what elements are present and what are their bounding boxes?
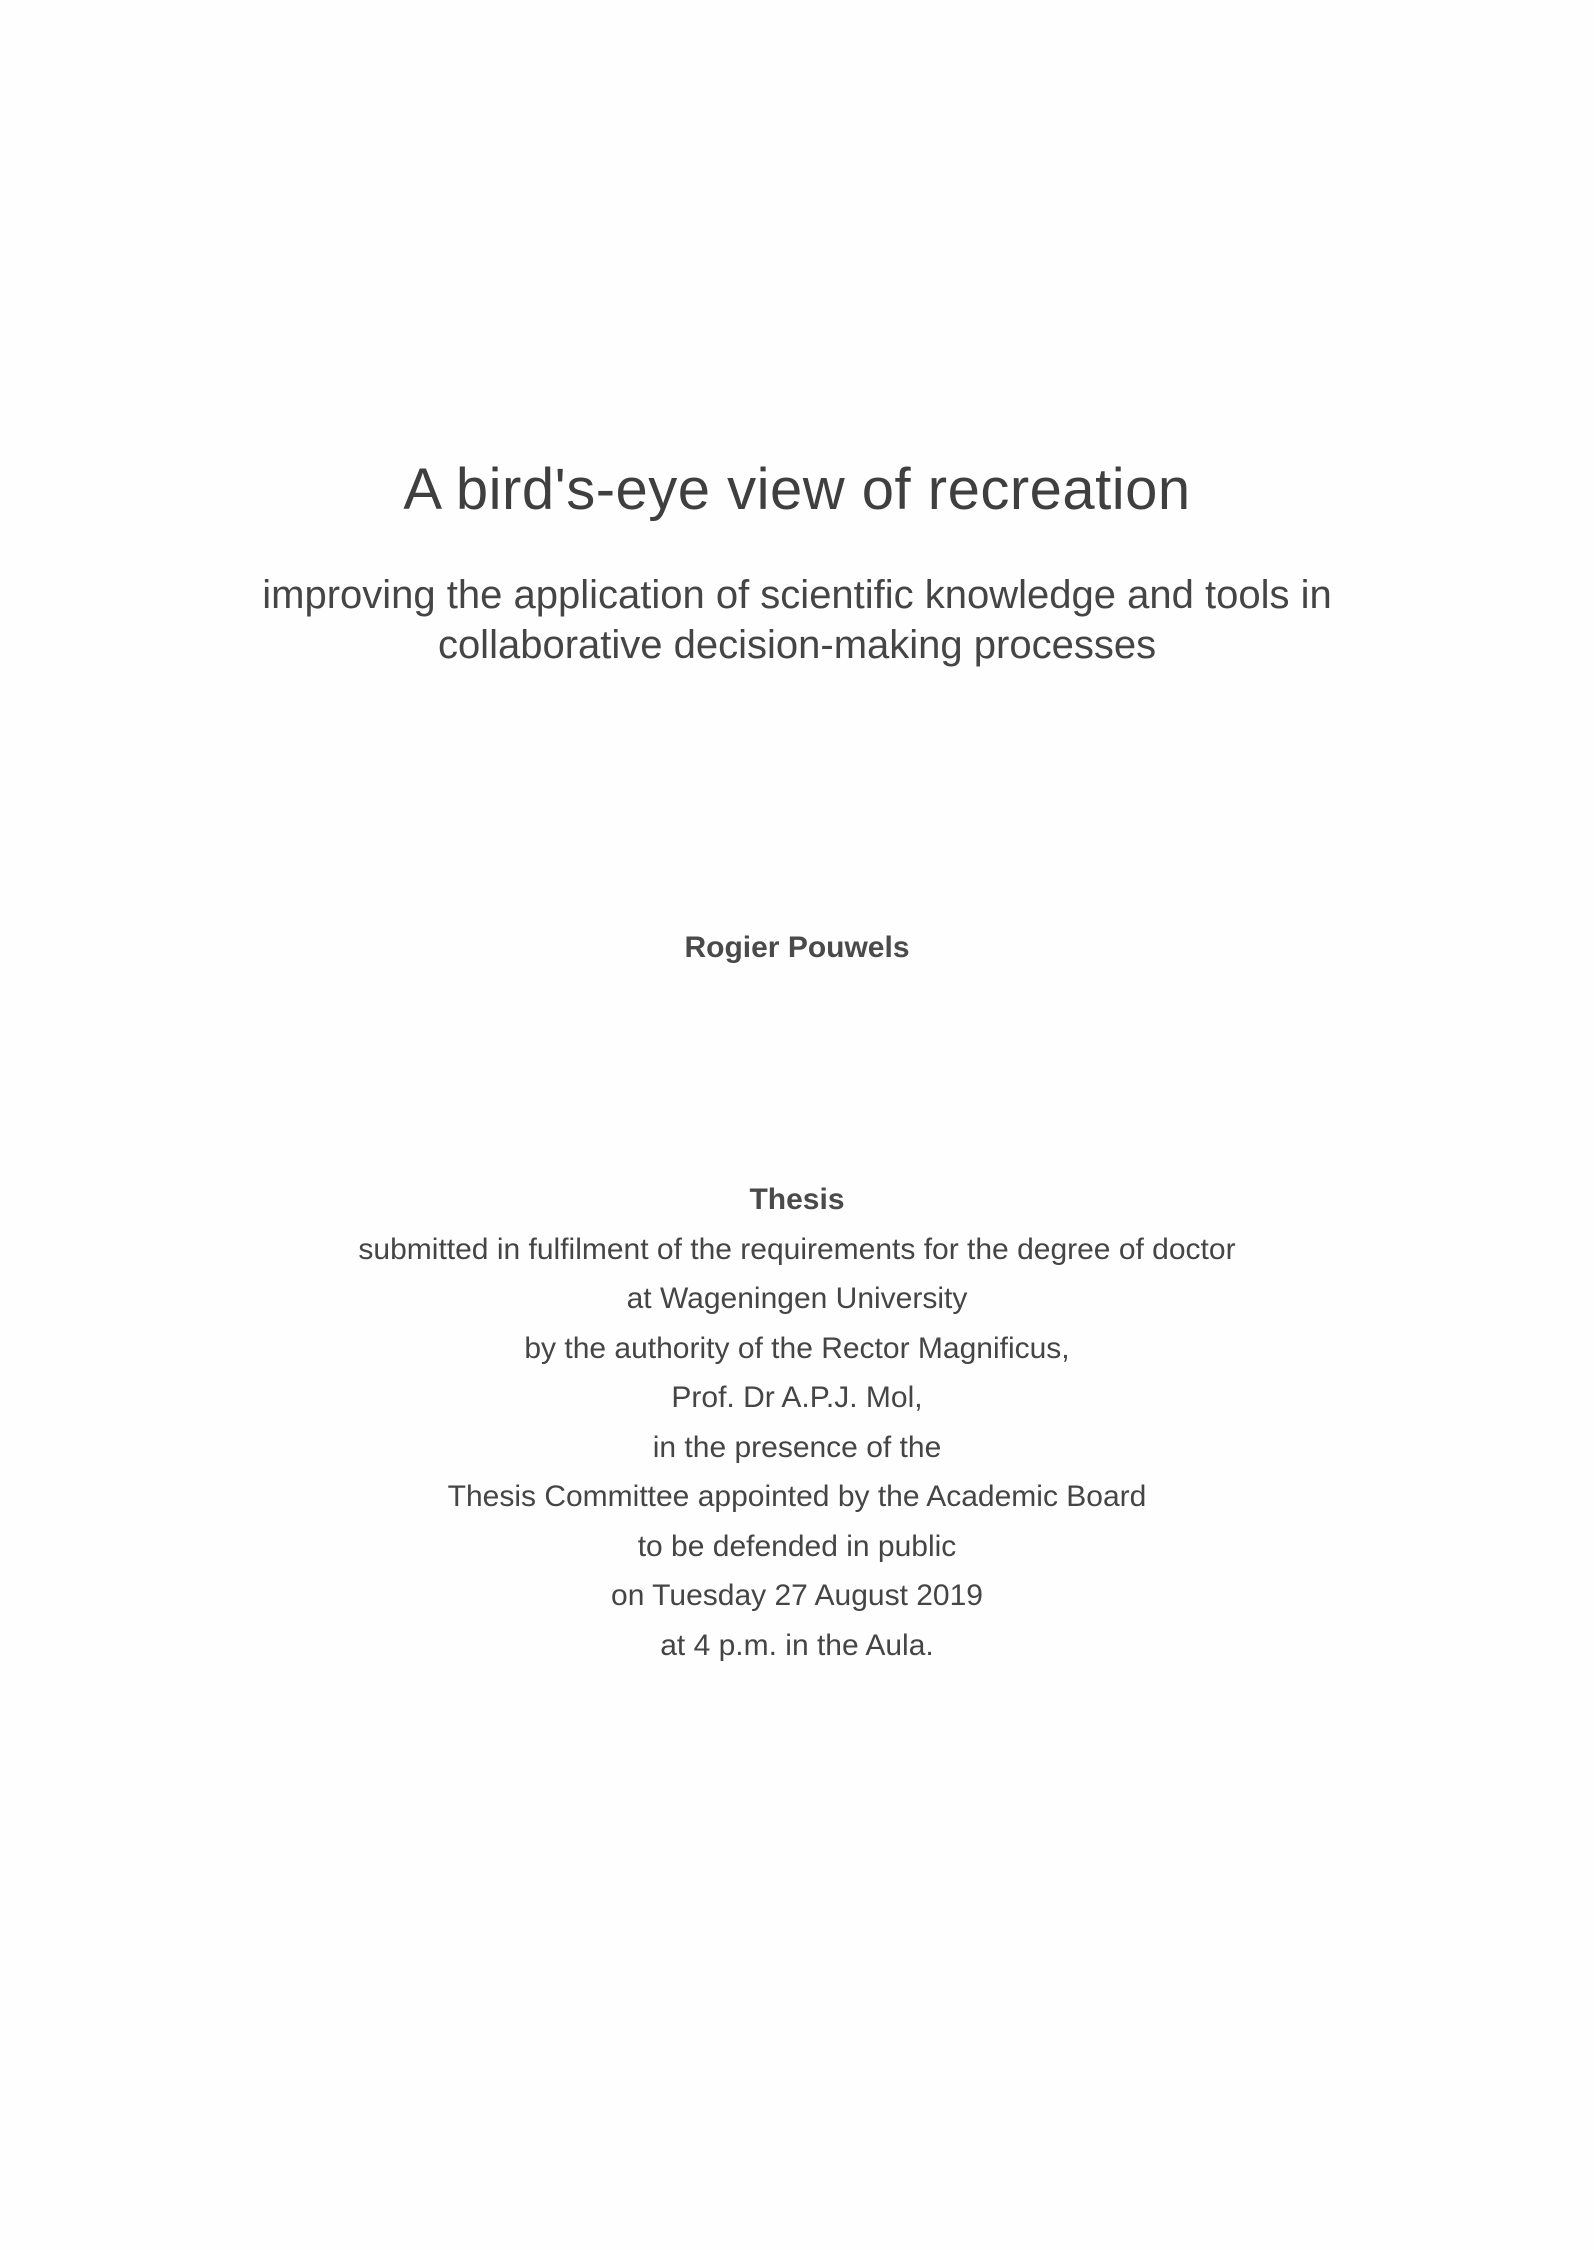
statement-line: Prof. Dr A.P.J. Mol, xyxy=(671,1381,923,1414)
statement-line: at Wageningen University xyxy=(626,1282,968,1315)
statement-line: in the presence of the xyxy=(652,1430,942,1464)
statement-line: by the authority of the Rector Magnificus, xyxy=(524,1331,1070,1365)
statement-line: at 4 p.m. in the Aula. xyxy=(660,1628,934,1662)
statement-line: Thesis Committee appointed by the Academic Board xyxy=(447,1480,1147,1513)
subtitle-line: collaborative decision-making processes xyxy=(437,623,1157,667)
statement-heading: Thesis xyxy=(749,1183,845,1216)
subtitle-line: improving the application of scientific knowledge and tools in xyxy=(262,573,1332,617)
statement-line: to be defended in public xyxy=(637,1529,957,1563)
statement-line: on Tuesday 27 August 2019 xyxy=(611,1579,983,1612)
thesis-subtitle xyxy=(0,570,1594,670)
thesis-statement xyxy=(0,1175,1594,1670)
thesis-title: A bird's-eye view of recreation xyxy=(403,457,1191,522)
author-name: Rogier Pouwels xyxy=(684,931,910,964)
statement-line: submitted in fulfilment of the requirements for the degree of doctor xyxy=(358,1232,1236,1266)
